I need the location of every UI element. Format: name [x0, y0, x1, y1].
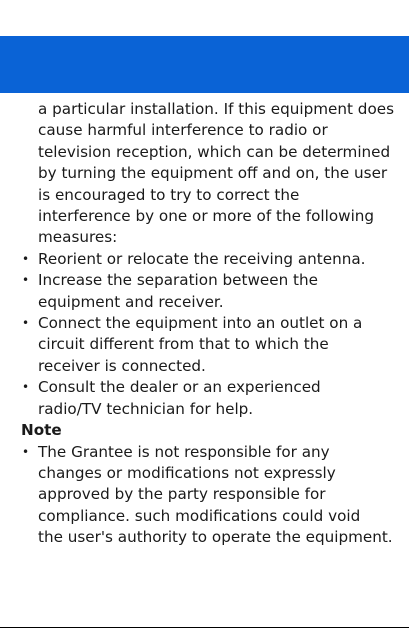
list-item: [0, 270, 409, 313]
bullet-icon: •: [22, 273, 30, 288]
list-item-text: Increase the separation between the equipment and receiver.: [38, 271, 318, 311]
list-item-text: Consult the dealer or an experienced radio/TV technician for help.: [38, 378, 321, 418]
note-heading: Note: [21, 421, 62, 440]
note-list: [0, 442, 409, 549]
intro-paragraph: a particular installation. If this equipment does cause harmful interference to radio or television reception, which can be determined by turning the equipment off and on, the user is encouraged to try to correct the interference by one or more of the following measures:: [38, 100, 394, 247]
bullet-icon: •: [22, 444, 30, 459]
measures-list: [0, 249, 409, 420]
list-item: [0, 313, 409, 377]
bullet-icon: •: [22, 251, 30, 266]
bullet-icon: •: [22, 380, 30, 395]
list-item-text: The Grantee is not responsible for any changes or modifications not expressly approved by the party responsible for compliance. such modifications could void the user's authority to operate the equipment.: [38, 442, 393, 547]
list-item-text: Reorient or relocate the receiving antenna.: [38, 249, 366, 268]
list-item: [0, 377, 409, 420]
list-item: [0, 249, 409, 270]
list-item: [0, 442, 409, 549]
bottom-divider: [0, 627, 409, 628]
document-body: [0, 99, 409, 549]
list-item-text: Connect the equipment into an outlet on a circuit different from that to which the receiver is connected.: [38, 314, 363, 375]
bullet-icon: •: [22, 316, 30, 331]
header-bar: [0, 36, 409, 93]
